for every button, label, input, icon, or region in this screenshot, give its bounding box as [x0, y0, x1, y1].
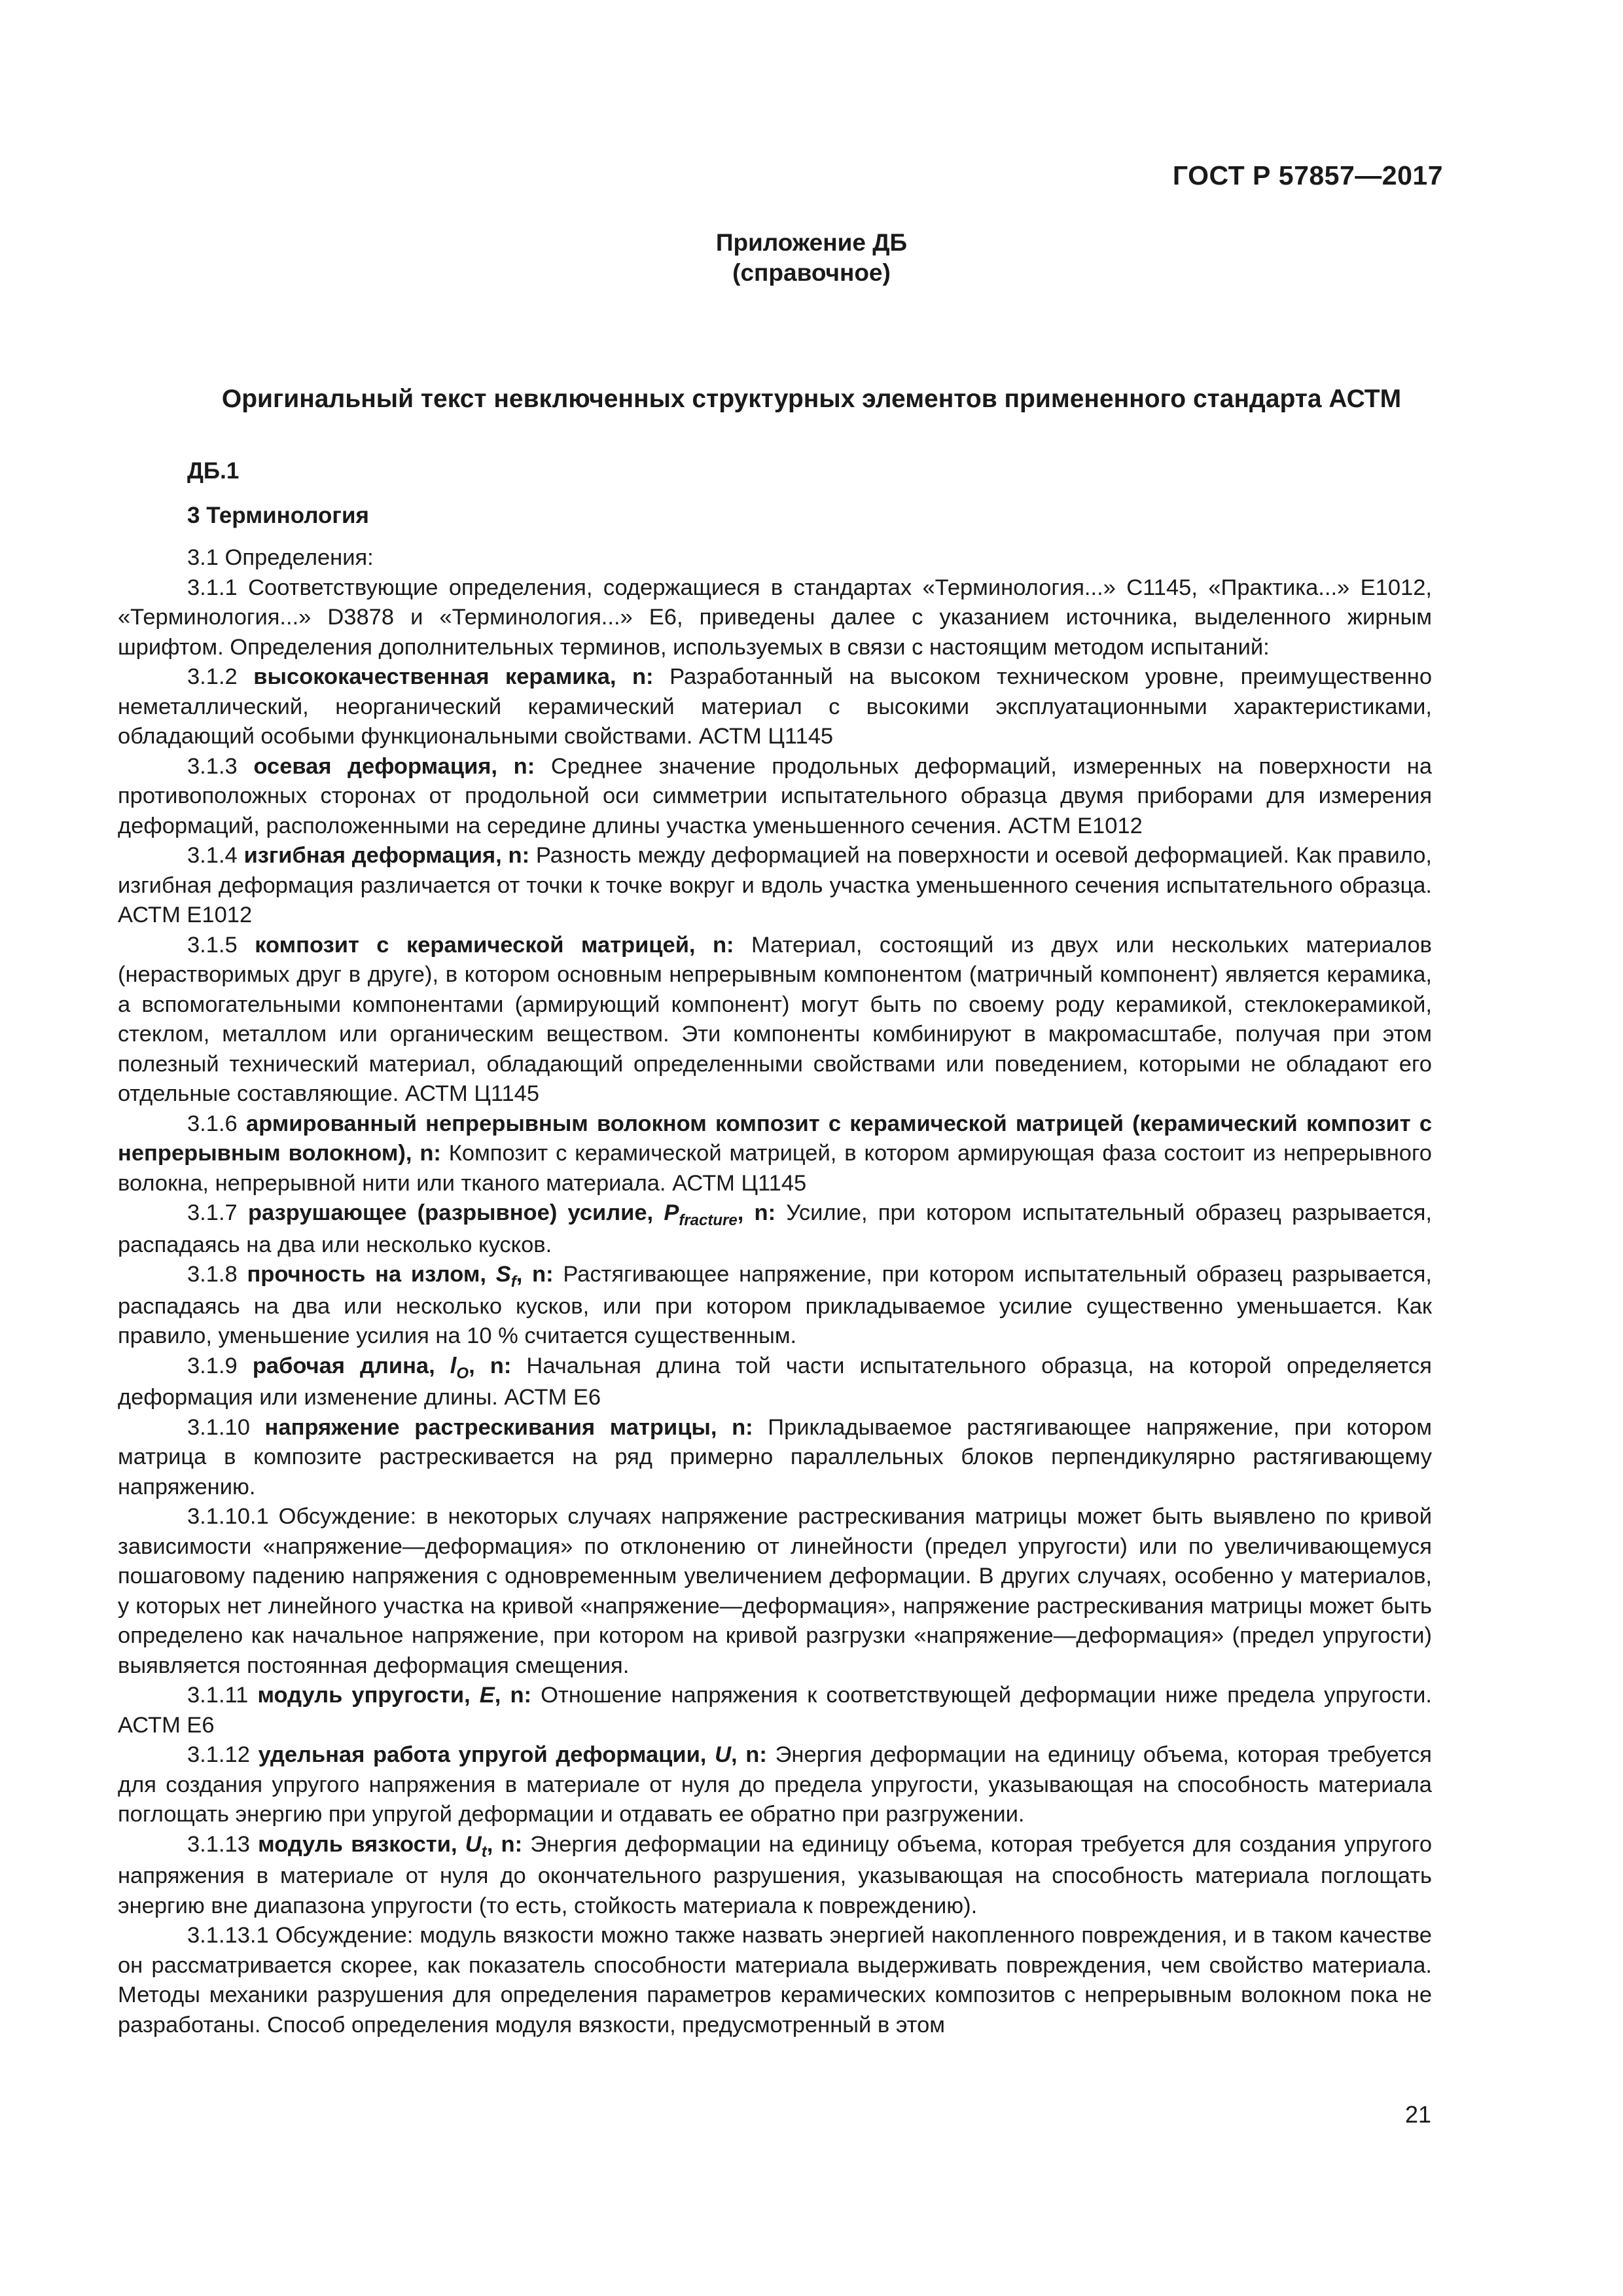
definition: 3.1.2 высококачественная керамика, n: Разработанный на высоком техническом уровне, преимущественно неметаллический, неорганический керамический материал с высокими эксплуатационными характеристиками, обладающий особыми функциональными свойствами. АСТМ Ц1145 [118, 664, 1433, 749]
term: композит с керамической матрицей, n: [255, 932, 734, 958]
definition: 3.1.8 прочность на излом, $S_f$, n: Растягивающее напряжение, при котором испытательный образец разрывается, распадаясь на два или несколько кусков, или при котором прикладываемое усилие существенно уменьшается. Как правило, уменьшение усилия на 10 % считается существенным. [118, 1262, 1432, 1348]
term: рабочая длина, $l_O$, n: [252, 1353, 512, 1382]
term: осевая деформация, n: [253, 753, 535, 779]
document-body [118, 543, 1432, 2040]
definition: 3.1.9 рабочая длина, $l_O$, n: Начальная длина той части испытательного образца, на которой определяется деформация или изменение длины. АСТМ E6 [118, 1353, 1432, 1410]
definition: 3.1.10 напряжение растрескивания матрицы, n: Прикладываемое растягивающее напряжение, при котором матрица в композите растрескивается на ряд примерно параллельных блоков перпендикулярно растягивающему напряжению. [118, 1414, 1432, 1499]
annex-title: Приложение ДБ [715, 229, 908, 256]
paragraph: 3.1.13.1 Обсуждение: модуль вязкости можно также назвать энергией накопленного повреждения, и в таком качестве он рассматривается скорее, как показатель способности материала выдерживать повреждения, чем свойство материала. Методы механики разрушения для определения параметров керамических композитов с непрерывным волокном пока не разработаны. Способ определения модуля вязкости, предусмотренный в этом [118, 1923, 1432, 2037]
annex-note: (справочное) [732, 259, 891, 286]
definition: 3.1.7 разрушающее (разрывное) усилие, $P_{fracture}$, n: Усилие, при котором испытательный образец разрывается, распадаясь на два или несколько кусков. [118, 1200, 1433, 1257]
page-number: 21 [1404, 2101, 1431, 2128]
paragraph: 3.1 Определения: [187, 545, 374, 570]
definition: 3.1.5 композит с керамической матрицей, n: Материал, состоящий из двух или нескольких материалов (нерастворимых друг в друге), в котором основным непрерывным компонентом (матричный компонент) является керамика, а вспомогательными компонентами (армирующий компонент) могут быть по своему роду керамикой, стеклокерамикой, стеклом, металлом или органическим веществом. Эти компоненты комбинируют в макромасштабе, получая при этом полезный технический материал, обладающий определенными свойствами или поведением, которыми не обладают его отдельные составляющие. АСТМ Ц1145 [118, 932, 1432, 1106]
term: прочность на излом, $S_f$, n: [247, 1262, 554, 1291]
standard-id: ГОСТ Р 57857—2017 [1172, 160, 1443, 190]
term: удельная работа упругой деформации, U, n: [258, 1742, 767, 1767]
section-title: 3 Терминология [187, 503, 369, 528]
definition: 3.1.12 удельная работа упругой деформации, U, n: Энергия деформации на единицу объема, которая требуется для создания упругого напряжения в материале от нуля до предела упругости, указывающая на способность материала поглощать энергию при упругой деформации и отдавать ее обратно при разгружении. [118, 1742, 1432, 1827]
term: модуль вязкости, $U_t$, n: [258, 1831, 523, 1861]
term: высококачественная керамика, n: [253, 664, 654, 689]
term: армированный непрерывным волокном композит с керамической матрицей (керамический композит с непрерывным волокном), n: [118, 1111, 1433, 1166]
paragraph: 3.1.10.1 Обсуждение: в некоторых случаях напряжение растрескивания матрицы может быть выявлено по кривой зависимости «напряжение—деформация» по отклонению от линейности (предел упругости) или по увеличивающемуся пошаговому падению напряжения с одновременным увеличением деформации. В других случаях, особенно у материалов, у которых нет линейного участка на кривой «напряжение—деформация», напряжение растрескивания матрицы может быть определено как начальное напряжение, при котором на кривой разгрузки «напряжение—деформация» (предел упругости) выявляется постоянная деформация смещения. [118, 1504, 1432, 1678]
definition: 3.1.3 осевая деформация, n: Среднее значение продольных деформаций, измеренных на поверхности на противоположных сторонах от продольной оси симметрии испытательного образца двумя приборами для измерения деформаций, расположенными на середине длины участка уменьшенного сечения. АСТМ E1012 [118, 753, 1433, 838]
term: модуль упругости, E, n: [257, 1683, 532, 1708]
annex-heading: Оригинальный текст невключенных структурных элементов примененного стандарта АСТМ [221, 385, 1402, 413]
term: разрушающее (разрывное) усилие, $P_{fracture}$, n: [247, 1200, 776, 1229]
annex-block [0, 228, 1623, 288]
definition: 3.1.4 изгибная деформация, n: Разность между деформацией на поверхности и осевой деформацией. Как правило, изгибная деформация различается от точки к точке вокруг и вдоль участка уменьшенного сечения испытательного образца. АСТМ E1012 [118, 843, 1432, 927]
definition: 3.1.11 модуль упругости, E, n: Отношение напряжения к соответствующей деформации ниже предела упругости. АСТМ E6 [118, 1683, 1432, 1738]
definition: 3.1.6 армированный непрерывным волокном композит с керамической матрицей (керамический композит с непрерывным волокном), n: Композит с керамической матрицей, в котором армирующая фаза состоит из непрерывного волокна, непрерывной нити или тканого материала. АСТМ Ц1145 [118, 1111, 1433, 1196]
term: напряжение растрескивания матрицы, n: [264, 1414, 753, 1440]
paragraph: 3.1.1 Соответствующие определения, содержащиеся в стандартах «Терминология...» C1145, «Практика...» E1012, «Терминология...» D3878 и «Терминология...» E6, приведены далее с указанием источника, выделенного жирным шрифтом. Определения дополнительных терминов, используемых в связи с настоящим методом испытаний: [118, 575, 1432, 660]
definition: 3.1.13 модуль вязкости, $U_t$, n: Энергия деформации на единицу объема, которая требуется для создания упругого напряжения в материале от нуля до окончательного разрушения, указывающая на способность материала поглощать энергию вне диапазона упругости (то есть, стойкость материала к повреждению). [118, 1831, 1433, 1918]
section-db: ДБ.1 [187, 458, 240, 484]
term: изгибная деформация, n: [243, 843, 530, 868]
